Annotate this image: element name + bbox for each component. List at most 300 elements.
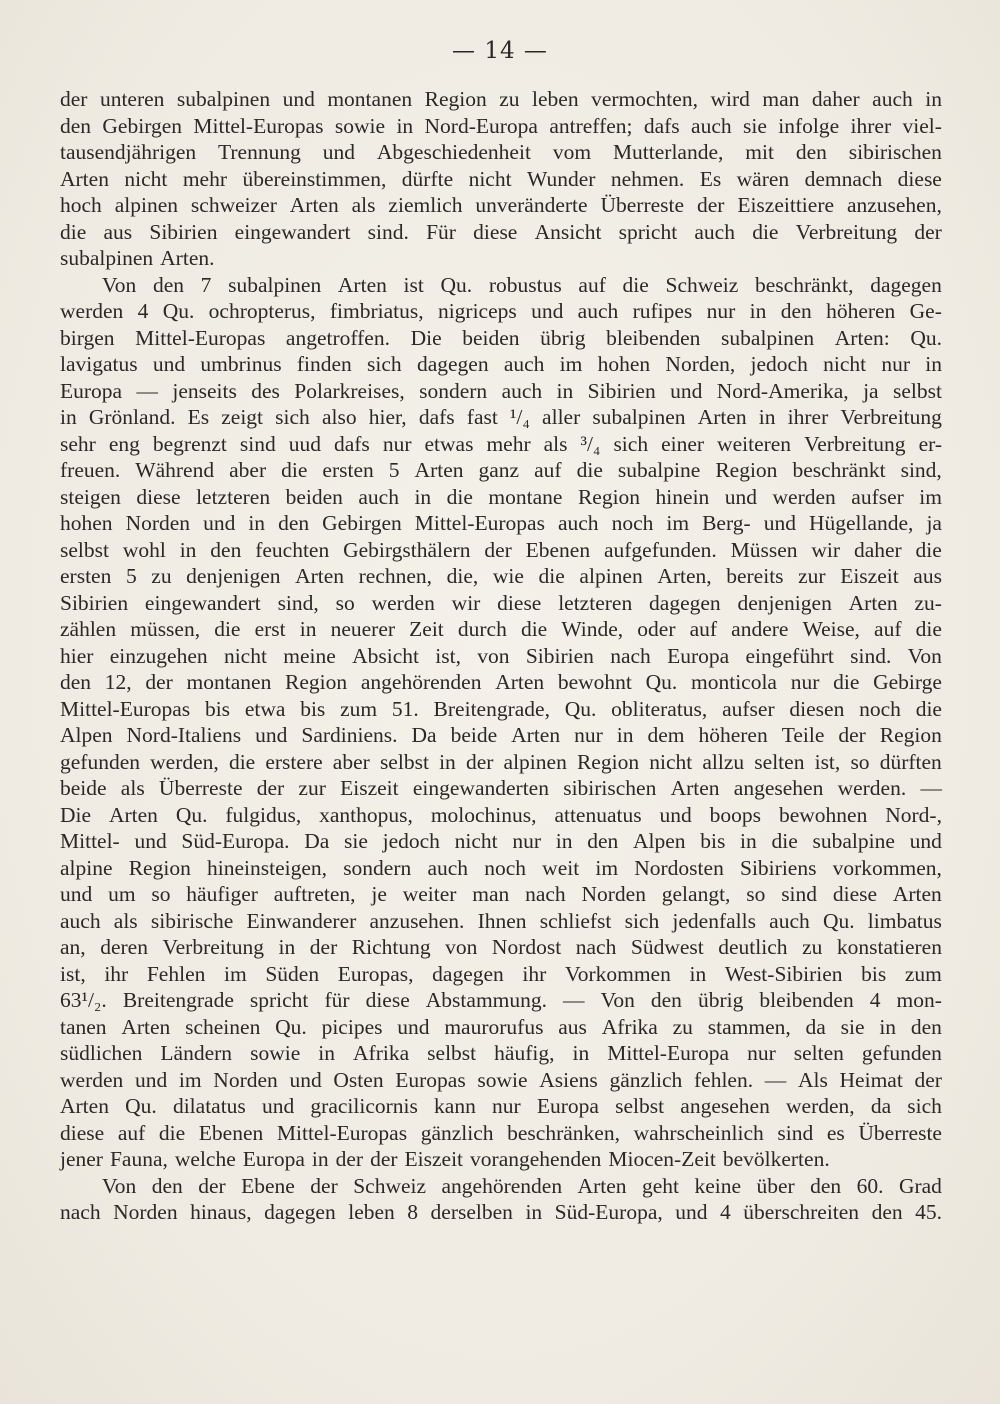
word: auch: [427, 855, 469, 880]
word: Gebirgen: [102, 113, 183, 138]
word: der: [309, 935, 338, 959]
word: sibirischen: [848, 140, 942, 164]
word: Arten: [121, 1014, 171, 1039]
word: die: [833, 670, 860, 694]
word: Europa: [242, 1147, 305, 1171]
word: auf: [874, 617, 902, 641]
word: der: [370, 1147, 398, 1171]
word: lavigatus: [60, 352, 138, 376]
word: West-Sibirien: [724, 961, 843, 986]
word: umbrinus: [200, 352, 282, 376]
word: in: [689, 961, 707, 986]
word: eingeführt: [745, 643, 834, 668]
word: ihr: [522, 961, 547, 986]
word: Region: [879, 723, 942, 747]
word: deren: [100, 935, 148, 959]
word: als: [543, 431, 568, 456]
word: wird: [710, 87, 750, 111]
word: um: [108, 882, 136, 906]
word: Ebene: [241, 1173, 295, 1198]
word: angesehen: [680, 1094, 770, 1118]
word: und: [255, 723, 288, 747]
word: bis: [204, 696, 231, 721]
word: und: [724, 484, 758, 509]
word: wahrscheinlich: [633, 1120, 764, 1145]
word: sind: [777, 1120, 814, 1145]
word: höheren: [698, 723, 768, 747]
word: im: [595, 855, 619, 880]
word: beiden: [462, 325, 520, 350]
word: die: [752, 219, 779, 244]
word: bereits: [726, 564, 784, 588]
word: wir: [451, 590, 481, 615]
word: Arten.: [160, 246, 215, 270]
word: Gebirgen: [322, 511, 402, 535]
word: und: [282, 87, 315, 111]
text-line: [60, 1040, 942, 1067]
word: bewohnen: [778, 802, 868, 827]
word: Arten: [414, 458, 464, 482]
word: diese: [60, 1120, 105, 1145]
word: bewohnt: [557, 670, 632, 694]
word: 4: [720, 1200, 731, 1224]
word: konstatieren: [836, 935, 942, 959]
word: die: [771, 829, 798, 853]
word: sowie: [250, 1041, 301, 1065]
word: Qu.: [275, 1014, 307, 1039]
word: Fauna,: [109, 1147, 168, 1171]
word: Arten: [60, 166, 109, 191]
word: denjenigen: [186, 564, 281, 588]
word: und: [289, 1067, 322, 1092]
word: birgen: [60, 325, 115, 350]
word: südlichen: [60, 1041, 143, 1065]
word: auch: [503, 352, 545, 376]
word: wir: [811, 537, 841, 562]
word: Qu.: [822, 908, 855, 933]
word: zu: [151, 564, 172, 588]
text-line: [60, 272, 942, 299]
word: dagegen: [432, 961, 504, 986]
word: die: [622, 272, 649, 297]
word: sie: [743, 113, 767, 138]
word: ist: [403, 272, 424, 297]
word: Berg-: [702, 511, 751, 535]
word: Nordost: [491, 935, 562, 959]
word: ganz: [478, 458, 520, 482]
word: aller: [542, 405, 581, 429]
word: derselben: [430, 1200, 513, 1224]
word: aber: [229, 458, 267, 482]
word: der: [335, 1147, 364, 1171]
word: diese: [473, 219, 518, 244]
word: nur: [382, 431, 412, 456]
word: noch: [611, 511, 654, 535]
word: einzugehen: [109, 643, 208, 668]
word: Abstammung.: [425, 988, 548, 1012]
word: zu: [672, 1014, 693, 1039]
word: bleibenden: [606, 325, 701, 350]
word: antreffen;: [549, 113, 633, 138]
word: bis: [300, 696, 326, 721]
word: aufser: [722, 696, 775, 721]
word: limbatus: [867, 908, 942, 933]
word: in: [299, 617, 317, 641]
word: Arten: [848, 590, 898, 615]
text-line: [60, 1014, 942, 1041]
word: Vorkommen: [564, 961, 671, 986]
word: Alpen: [60, 723, 113, 747]
word: sind: [781, 882, 818, 906]
word: Norden: [125, 511, 191, 535]
word: Überreste: [858, 1120, 942, 1145]
word: er-: [918, 431, 942, 456]
word: obliteratus,: [611, 696, 708, 721]
word: Mittel-Europas: [276, 1120, 408, 1145]
word: müssen,: [130, 617, 201, 641]
word: sich: [613, 431, 649, 456]
word: und: [134, 1067, 168, 1092]
word: daher: [853, 537, 902, 562]
text-line: [60, 855, 942, 882]
word: angehörenden: [441, 1173, 563, 1198]
word: Absicht: [352, 643, 419, 668]
word: so: [335, 590, 355, 615]
word: der: [696, 193, 725, 217]
word: werden: [60, 299, 124, 323]
word: Qu.: [564, 696, 597, 721]
word: ersten: [60, 564, 112, 588]
word: schweizer: [190, 193, 277, 217]
word: jedoch: [750, 352, 808, 376]
word: 12,: [104, 670, 132, 694]
word: Grad: [898, 1173, 942, 1198]
word: die: [60, 219, 87, 244]
word: in: [60, 405, 77, 429]
word: Mutterlande,: [612, 140, 724, 164]
word: einer: [661, 431, 705, 456]
word: der: [256, 776, 285, 800]
word: und: [659, 802, 692, 827]
word: hinaus,: [190, 1200, 252, 1224]
word: tausendjährigen: [60, 140, 197, 164]
word: fehlen.: [694, 1067, 754, 1092]
word: dürfte: [401, 166, 454, 191]
word: hoch: [60, 193, 102, 217]
text-line: [60, 537, 942, 564]
word: in: [616, 723, 634, 747]
word: Weise,: [802, 617, 860, 641]
word: je: [371, 882, 387, 906]
word: des: [251, 378, 280, 403]
word: Arten: [495, 670, 545, 694]
word: Verbreitung: [804, 431, 906, 456]
word: dem: [647, 723, 685, 747]
word: werden: [772, 484, 836, 509]
word: Breitengrade: [122, 988, 234, 1012]
word: nehmen.: [610, 166, 685, 191]
text-line: [60, 1146, 942, 1173]
word: diese: [832, 882, 878, 906]
word: nigriceps: [437, 299, 517, 323]
word: Richtung: [351, 935, 431, 959]
word: Osten: [333, 1067, 384, 1092]
word: Arten: [577, 1173, 627, 1198]
text-line: [60, 961, 942, 988]
word: robustus: [488, 272, 562, 297]
word: neuerer: [330, 617, 396, 641]
word: bleibenden: [759, 988, 854, 1012]
word: angesehen: [733, 776, 824, 800]
word: etwas: [424, 431, 474, 456]
word: in: [749, 299, 767, 323]
body-text: [60, 86, 942, 1226]
word: sondern: [343, 855, 412, 880]
word: Region: [576, 749, 640, 774]
word: 5: [388, 458, 400, 482]
word: Verbreitung: [840, 405, 942, 429]
word: tanen: [60, 1014, 107, 1039]
word: angehörenden: [360, 670, 482, 694]
word: als: [351, 193, 376, 217]
text-line: [60, 139, 942, 166]
text-line: [60, 1199, 942, 1226]
word: in: [555, 829, 573, 853]
word: erstere: [265, 749, 323, 774]
word: wohl: [122, 537, 166, 562]
word: auch: [577, 299, 619, 323]
word: Sibirien: [60, 590, 129, 615]
text-line: [60, 563, 942, 590]
word: Ländern: [160, 1041, 233, 1065]
word: viel-: [902, 113, 942, 138]
word: alpinen: [579, 564, 643, 588]
word: in: [879, 1014, 897, 1039]
word: rechnen,: [358, 564, 433, 588]
text-line: [60, 616, 942, 643]
word: die: [915, 537, 942, 562]
word: sowie: [334, 113, 386, 138]
word: in: [925, 87, 942, 111]
word: ja: [863, 378, 879, 403]
word: gefunden: [861, 1041, 942, 1065]
word: den: [795, 140, 827, 164]
text-line: [60, 908, 942, 935]
word: zur: [298, 776, 326, 800]
word: dafs: [333, 431, 370, 456]
word: nur: [492, 1094, 521, 1118]
word: Süden: [265, 961, 320, 986]
word: dagegen: [649, 590, 721, 615]
word: in: [758, 405, 776, 429]
word: alpine: [60, 855, 113, 880]
word: rufipes: [632, 299, 693, 323]
word: weiter: [402, 882, 457, 906]
word: im: [224, 961, 247, 986]
word: Region: [577, 484, 641, 509]
word: gelangt,: [661, 882, 731, 906]
text-line: [60, 457, 942, 484]
word: Alpen: [632, 829, 686, 853]
word: Überreste: [158, 776, 243, 800]
word: Schweiz: [665, 272, 739, 297]
word: 8: [407, 1200, 419, 1224]
word: überschreiten: [743, 1200, 860, 1224]
text-line: [60, 1093, 942, 1120]
word: Qu.: [125, 1094, 157, 1118]
word: hohen: [597, 352, 651, 376]
word: auch: [358, 484, 399, 509]
word: in: [179, 537, 197, 562]
word: den: [210, 537, 242, 562]
word: zu: [802, 935, 823, 959]
word: jener: [60, 1147, 103, 1171]
text-line: [60, 325, 942, 352]
word: diesen: [789, 696, 845, 721]
word: 63¹/₂.: [60, 988, 107, 1012]
word: Zeit: [409, 617, 444, 641]
word: eng: [108, 431, 140, 456]
word: alpinen: [503, 749, 567, 774]
word: Norden,: [665, 352, 736, 376]
word: Afrika: [353, 1041, 410, 1065]
word: noch: [484, 855, 526, 880]
word: durch: [457, 617, 507, 641]
word: in: [439, 749, 456, 774]
word: vorangehenden: [470, 1147, 602, 1171]
word: erst: [254, 617, 286, 641]
word: also: [321, 405, 357, 429]
word: steigen: [60, 484, 121, 509]
word: Eiszeit: [404, 1147, 464, 1171]
word: in: [925, 352, 942, 376]
word: sind.: [850, 643, 892, 668]
word: picipes: [321, 1014, 383, 1039]
word: oder: [637, 617, 676, 641]
word: beschränkt,: [755, 272, 854, 297]
word: aber: [332, 749, 370, 774]
word: kann: [434, 1094, 476, 1118]
word: als: [113, 908, 138, 933]
word: zur: [798, 564, 826, 588]
word: Süd-Europa,: [554, 1200, 663, 1224]
word: und: [670, 378, 703, 403]
text-line: [60, 590, 942, 617]
word: subalpinen: [228, 272, 322, 297]
word: sich: [624, 908, 660, 933]
word: werden,: [786, 1094, 855, 1118]
word: und: [134, 829, 167, 853]
word: sich: [275, 405, 310, 429]
word: da: [870, 1094, 892, 1118]
word: Qu.: [440, 272, 473, 297]
word: werden,: [150, 749, 219, 774]
word: in: [572, 1041, 590, 1065]
text-line: [60, 696, 942, 723]
word: Region: [128, 855, 191, 880]
word: in: [318, 1041, 335, 1065]
word: unveränderte: [475, 193, 588, 217]
word: demnach: [804, 166, 883, 191]
word: von: [445, 935, 478, 959]
word: häufiger: [186, 882, 258, 906]
word: dilatatus: [172, 1094, 246, 1118]
word: auf: [117, 1120, 146, 1145]
word: —: [136, 378, 158, 403]
word: gracilicornis: [310, 1094, 418, 1118]
word: Mittel-Europa: [607, 1041, 730, 1065]
word: Ihnen: [477, 908, 527, 933]
text-line: [60, 1120, 942, 1147]
word: diese: [365, 988, 410, 1012]
word: dafs: [643, 113, 680, 138]
text-line: [60, 934, 942, 961]
word: Mittel-: [60, 829, 120, 853]
word: im: [178, 1067, 202, 1092]
word: häufig,: [494, 1041, 555, 1065]
word: die: [915, 617, 942, 641]
text-line: [60, 775, 942, 802]
word: mehr: [182, 166, 228, 191]
word: selbst: [379, 749, 429, 774]
text-line: [60, 1067, 942, 1094]
word: ochropterus,: [208, 299, 316, 323]
word: Arten: [670, 776, 720, 800]
word: vom: [552, 140, 592, 164]
word: Sibirien: [587, 378, 656, 403]
word: vorkommen,: [832, 855, 942, 880]
text-line: [60, 245, 942, 272]
word: beide: [60, 776, 107, 800]
word: in: [311, 1147, 329, 1171]
word: fulgidus,: [225, 802, 302, 827]
word: es: [826, 1120, 845, 1145]
word: wären: [736, 166, 790, 191]
word: Asiens: [539, 1067, 598, 1092]
word: nur: [574, 723, 603, 747]
word: Qu.: [162, 299, 195, 323]
word: Europas: [395, 1067, 466, 1092]
word: denjenigen: [737, 590, 832, 615]
word: subalpine: [812, 829, 895, 853]
word: ziemlich: [388, 193, 463, 217]
word: selten: [754, 749, 805, 774]
word: Breitengrade,: [433, 696, 550, 721]
word: Polarkreises,: [294, 378, 405, 403]
word: nicht: [124, 166, 168, 191]
word: auf: [534, 458, 562, 482]
word: ist,: [814, 749, 841, 774]
word: selbst: [892, 378, 942, 403]
word: sibirische: [150, 908, 234, 933]
text-line: [60, 1173, 942, 1200]
word: montanen: [327, 87, 413, 111]
word: und: [531, 299, 564, 323]
word: an,: [60, 935, 86, 959]
text-line: [60, 351, 942, 378]
word: Wunder: [527, 166, 596, 191]
word: —: [563, 988, 585, 1012]
word: Mittel-Europas: [60, 696, 191, 721]
word: Mittel-Europas: [414, 511, 545, 535]
word: Arten: [60, 1094, 109, 1118]
word: den: [650, 988, 682, 1012]
word: leben: [348, 1200, 395, 1224]
word: Nord-Italiens: [126, 723, 242, 747]
word: angetroffen.: [285, 325, 390, 350]
word: hohen: [60, 511, 113, 535]
word: 51.: [391, 696, 419, 721]
